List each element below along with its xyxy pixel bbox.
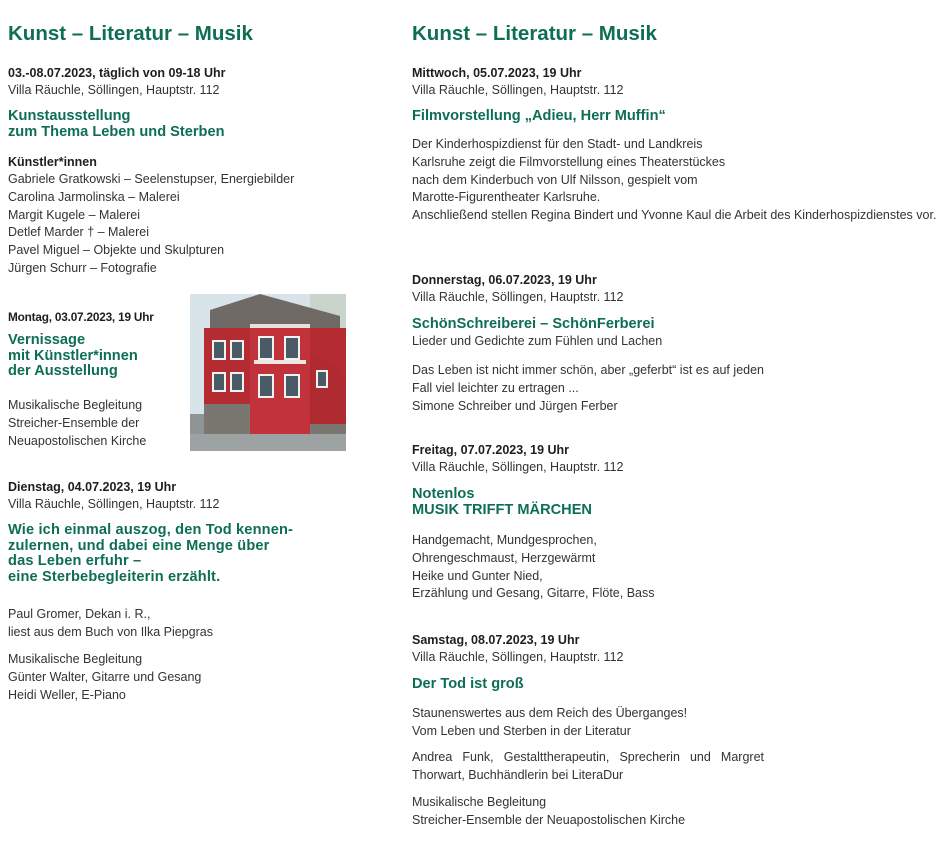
- section-title: Kunst – Literatur – Musik: [8, 22, 253, 45]
- poems-subtitle: Lieder und Gedichte zum Fühlen und Lachen: [412, 334, 663, 348]
- poems-performers: Simone Schreiber und Jürgen Ferber: [412, 399, 618, 413]
- reading-music: Musikalische Begleitung Günter Walter, Gitarre und Gesang Heidi Weller, E-Piano: [8, 652, 202, 702]
- notenlos-description: Handgemacht, Mundgesprochen, Ohrengeschmaust, Herzgewärmt Heike und Gunter Nied, Erzählung und Gesang, Gitarre, Flöte, Bass: [412, 533, 655, 601]
- villa-photo: [190, 294, 346, 451]
- reading-date: Dienstag, 04.07.2023, 19 Uhr: [8, 480, 177, 494]
- exhibition-title: Kunstausstellung zum Thema Leben und Sterben: [8, 108, 225, 140]
- vernissage-title: Vernissage mit Künstler*innen der Ausstellung: [8, 332, 138, 379]
- poems-description: Das Leben ist nicht immer schön, aber „geferbt“ ist es auf jeden Fall viel leichter zu ertragen ...: [412, 363, 764, 395]
- reading-reader: Paul Gromer, Dekan i. R., liest aus dem Buch von Ilka Piepgras: [8, 607, 213, 639]
- list-item: Detlef Marder † – Malerei: [8, 225, 150, 240]
- death-performers: Andrea Funk, Gestalttherapeutin, Sprecherin und Margret Thorwart, Buchhändlerin bei LiteraDur: [412, 750, 764, 782]
- poems-title: SchönSchreiberei – SchönFerberei: [412, 316, 655, 332]
- exhibition-date: 03.-08.07.2023, täglich von 09-18 Uhr: [8, 66, 226, 80]
- artists-list: [8, 171, 294, 278]
- vernissage-music: Musikalische Begleitung Streicher-Ensemble der Neuapostolischen Kirche: [8, 398, 147, 448]
- list-item: Jürgen Schurr – Fotografie: [8, 260, 157, 275]
- list-item: Margit Kugele – Malerei: [8, 207, 141, 222]
- film-title: Filmvorstellung „Adieu, Herr Muffin“: [412, 108, 666, 124]
- vernissage-date: Montag, 03.07.2023, 19 Uhr: [8, 310, 154, 324]
- death-date: Samstag, 08.07.2023, 19 Uhr: [412, 633, 580, 647]
- film-date: Mittwoch, 05.07.2023, 19 Uhr: [412, 66, 582, 80]
- notenlos-venue: Villa Räuchle, Söllingen, Hauptstr. 112: [412, 460, 624, 474]
- list-item: Pavel Miguel – Objekte und Skulpturen: [8, 243, 225, 258]
- notenlos-date: Freitag, 07.07.2023, 19 Uhr: [412, 443, 570, 457]
- notenlos-title: Notenlos MUSIK TRIFFT MÄRCHEN: [412, 486, 592, 518]
- reading-title: Wie ich einmal auszog, den Tod kennen- zulernen, und dabei eine Menge über das Leben erfuhr – eine Sterbebegleiterin erzählt.: [8, 522, 294, 585]
- poems-venue: Villa Räuchle, Söllingen, Hauptstr. 112: [412, 290, 624, 304]
- poems-date: Donnerstag, 06.07.2023, 19 Uhr: [412, 273, 597, 287]
- list-item: Gabriele Gratkowski – Seelenstupser, Energiebilder: [8, 172, 295, 186]
- list-item: Carolina Jarmolinska – Malerei: [8, 189, 180, 204]
- film-venue: Villa Räuchle, Söllingen, Hauptstr. 112: [412, 83, 624, 97]
- exhibition-venue: Villa Räuchle, Söllingen, Hauptstr. 112: [8, 83, 220, 97]
- death-venue: Villa Räuchle, Söllingen, Hauptstr. 112: [412, 650, 624, 664]
- death-intro: Staunenswertes aus dem Reich des Überganges! Vom Leben und Sterben in der Literatur: [412, 706, 688, 738]
- reading-venue: Villa Räuchle, Söllingen, Hauptstr. 112: [8, 497, 220, 511]
- film-description: Der Kinderhospizdienst für den Stadt- und Landkreis Karlsruhe zeigt die Filmvorstellung eines Theaterstückes nach dem Kinderbuch von Ulf Nilsson, gespielt vom Marotte-Figurentheater Karlsruhe. Anschließend stellen Regina Bindert und Yvonne Kaul die Arbeit des Kinderhospizdienstes vor.: [412, 137, 936, 223]
- death-title: Der Tod ist groß: [412, 676, 524, 692]
- death-music: Musikalische Begleitung Streicher-Ensemble der Neuapostolischen Kirche: [412, 795, 686, 827]
- artists-label: Künstler*innen: [8, 155, 97, 169]
- section-title: Kunst – Literatur – Musik: [412, 22, 657, 45]
